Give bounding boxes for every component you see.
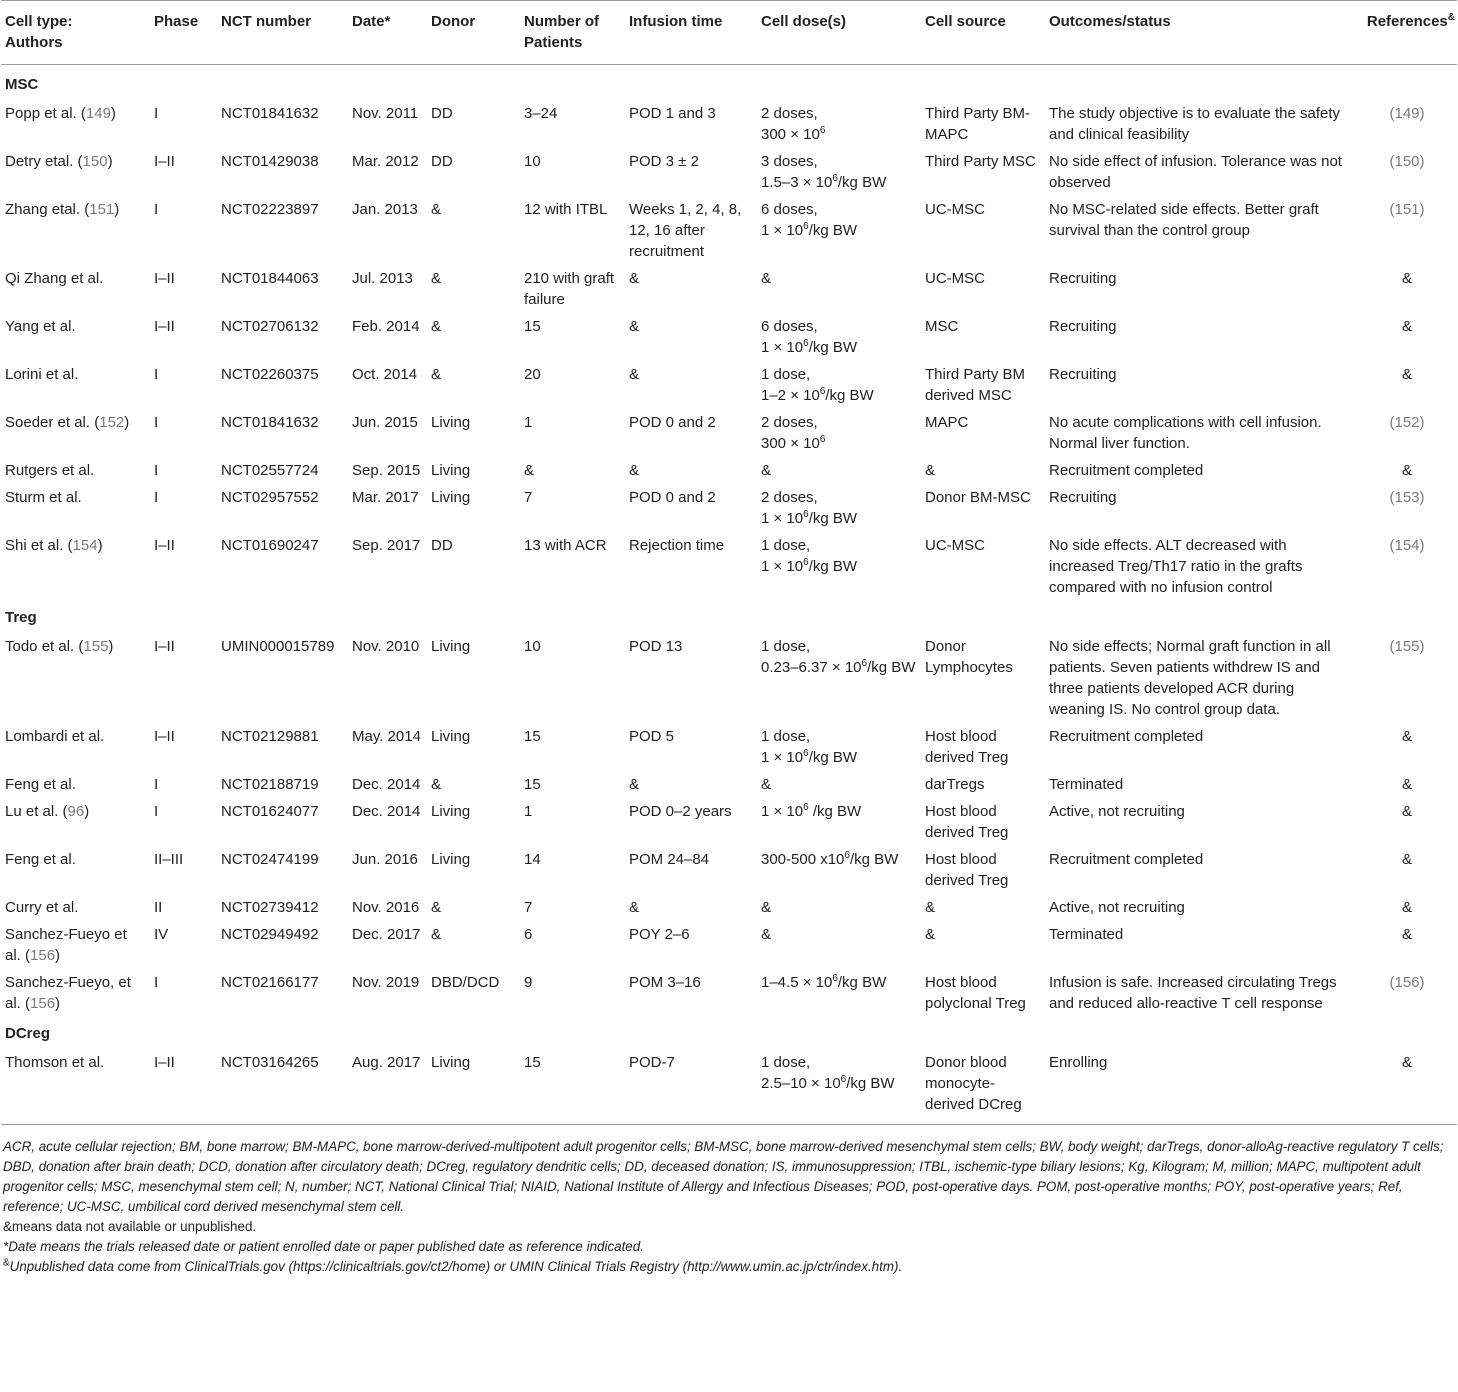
section-label: DCreg: [5, 1025, 51, 1042]
citation-link[interactable]: 155: [83, 638, 109, 655]
cell-patients: 210 with graft failure: [524, 270, 615, 308]
cell-phase: IV: [154, 926, 169, 943]
header-source: Cell source: [925, 13, 1006, 30]
cell-ref: &: [1401, 851, 1412, 868]
cell-author: Popp et al. (149): [5, 105, 116, 122]
cell-donor: Living: [431, 851, 471, 868]
cell-ref: &: [1401, 899, 1412, 916]
table-header-row: [1, 1, 1457, 65]
cell-donor: Living: [431, 489, 471, 506]
cell-date: Oct. 2014: [352, 366, 418, 383]
cell-author: Thomson et al.: [5, 1054, 105, 1071]
citation-link[interactable]: 151: [89, 201, 115, 218]
cell-phase: I–II: [154, 153, 175, 170]
cell-source: Donor blood monocyte-derived DCreg: [925, 1054, 1022, 1113]
cell-donor: Living: [431, 414, 471, 431]
cell-donor: Living: [431, 728, 471, 745]
footnote-abbreviations: ACR, acute cellular rejection; BM, bone marrow; BM-MAPC, bone marrow-derived-multipotent adult progenitor cells; BM-MSC, bone marrow-derived mesenchymal stem cells; BW, body weight; darTregs, donor-alloAg-reactive regulatory T cells; DBD, donation after brain death; DCD, donation after circulatory death; DCreg, regulatory dendritic cells; DD, deceased donation; IS, immunosuppression; ITBL, ischemic-type biliary lesions; Kg, Kilogram; M, million; MAPC, multipotent adult progenitor cells; MSC, mesenchymal stem cell; N, number; NCT, National Clinical Trial; NIAID, National Institute of Allergy and Infectious Diseases; POD, post-operative days. POM, post-operative months; POY, post-operative years; Ref, reference; UC-MSC, umbilical cord derived mesenchymal stem cell.: [3, 1139, 1444, 1214]
cell-author: Sturm et al.: [5, 489, 82, 506]
cell-source: UC-MSC: [925, 537, 985, 554]
cell-source: &: [925, 899, 936, 916]
cell-dose: 1 dose, $1 \times 10^6/kg$ BW: [761, 537, 858, 575]
cell-donor: &: [431, 270, 442, 287]
cell-patients: 15: [524, 776, 541, 793]
section-row-treg: [1, 598, 1457, 630]
cell-phase: I: [154, 201, 159, 218]
table-row: [1, 918, 1457, 966]
cell-outcome: Active, not recruiting: [1049, 899, 1185, 916]
citation-link[interactable]: 150: [82, 153, 108, 170]
cell-dose: 2 doses, $1 \times 10^6/kg$ BW: [761, 489, 858, 527]
cell-dose: 6 doses, $1 \times 10^6/kg$ BW: [761, 318, 858, 356]
cell-source: darTregs: [925, 776, 985, 793]
footnote-ampersand: &means data not available or unpublished.: [3, 1219, 257, 1234]
cell-author: Yang et al.: [5, 318, 76, 335]
cell-outcome: No side effects; Normal graft function in all patients. Seven patients withdrew IS and three patients developed ACR during weaning IS. No control group data.: [1049, 638, 1331, 718]
cell-ref: (156): [1389, 974, 1425, 991]
cell-phase: I: [154, 803, 159, 820]
cell-infusion: POD 3 ± 2: [629, 153, 699, 170]
cell-date: Sep. 2015: [352, 462, 421, 479]
cell-phase: I: [154, 489, 159, 506]
cell-infusion: Rejection time: [629, 537, 725, 554]
cell-author: Curry et al.: [5, 899, 79, 916]
table-row: [1, 406, 1457, 454]
cell-patients: 15: [524, 1054, 541, 1071]
cell-outcome: Recruiting: [1049, 489, 1117, 506]
cell-source: Donor Lymphocytes: [925, 638, 1013, 676]
cell-dose: 1 dose, $1 \times 10^6/kg$ BW: [761, 728, 858, 766]
cell-nct: NCT02129881: [221, 728, 319, 745]
table-row: [1, 481, 1457, 529]
cell-ref: &: [1401, 318, 1412, 335]
header-outcomes: Outcomes/status: [1049, 13, 1171, 30]
cell-date: Nov. 2019: [352, 974, 420, 991]
cell-author: Detry etal. (150): [5, 153, 113, 170]
table-row: [1, 97, 1457, 145]
cell-nct: NCT01690247: [221, 537, 319, 554]
cell-outcome: Terminated: [1049, 926, 1124, 943]
cell-outcome: Recruitment completed: [1049, 728, 1204, 745]
cell-author: Sanchez-Fueyo et al. (156): [5, 926, 127, 964]
header-patients: Number of Patients: [524, 13, 599, 51]
cell-ref: (153): [1389, 489, 1425, 506]
table-row: [1, 768, 1457, 795]
cell-nct: NCT02166177: [221, 974, 319, 991]
cell-donor: &: [431, 201, 442, 218]
cell-outcome: No MSC-related side effects. Better graft survival than the control group: [1049, 201, 1319, 239]
cell-infusion: POD 1 and 3: [629, 105, 716, 122]
cell-date: Sep. 2017: [352, 537, 421, 554]
cell-infusion: POM 24–84: [629, 851, 710, 868]
cell-outcome: No side effects. ALT decreased with increased Treg/Th17 ratio in the grafts compared with no infusion control: [1049, 537, 1303, 596]
clinical-trials-table: [1, 0, 1457, 1125]
cell-source: Third Party MSC: [925, 153, 1036, 170]
section-row-msc: [1, 65, 1457, 98]
cell-date: Jun. 2015: [352, 414, 418, 431]
cell-source: MAPC: [925, 414, 969, 431]
cell-infusion: POD 0 and 2: [629, 489, 716, 506]
cell-patients: 10: [524, 638, 541, 655]
cell-date: Mar. 2017: [352, 489, 419, 506]
cell-author: Rutgers et al.: [5, 462, 95, 479]
cell-dose: 1 dose, $2.5-10 \times 10^6/kg$ BW: [761, 1054, 895, 1092]
cell-nct: NCT02223897: [221, 201, 319, 218]
table-row: [1, 720, 1457, 768]
cell-donor: DD: [431, 537, 453, 554]
cell-phase: I–II: [154, 270, 175, 287]
cell-source: UC-MSC: [925, 270, 985, 287]
cell-nct: NCT02557724: [221, 462, 319, 479]
cell-donor: DD: [431, 105, 453, 122]
cell-nct: NCT02949492: [221, 926, 319, 943]
cell-source: Host blood polyclonal Treg: [925, 974, 1026, 1012]
cell-phase: I: [154, 366, 159, 383]
cell-infusion: POD-7: [629, 1054, 675, 1071]
cell-patients: 1: [524, 414, 533, 431]
cell-infusion: POY 2–6: [629, 926, 690, 943]
cell-source: Third Party BM derived MSC: [925, 366, 1026, 404]
cell-phase: I–II: [154, 638, 175, 655]
cell-donor: &: [431, 899, 442, 916]
cell-phase: I–II: [154, 728, 175, 745]
cell-ref: &: [1401, 926, 1412, 943]
cell-author: Shi et al. (154): [5, 537, 103, 554]
cell-author: Feng et al.: [5, 851, 76, 868]
cell-date: Dec. 2014: [352, 776, 421, 793]
table-row: [1, 262, 1457, 310]
cell-nct: NCT02260375: [221, 366, 319, 383]
table-row: [1, 966, 1457, 1014]
cell-author: Lu et al. (96): [5, 803, 90, 820]
cell-donor: Living: [431, 638, 471, 655]
cell-source: Host blood derived Treg: [925, 851, 1009, 889]
cell-dose: 300-500 $x10^6/kg$ BW: [761, 850, 899, 868]
cell-source: MSC: [925, 318, 959, 335]
cell-outcome: Recruiting: [1049, 318, 1117, 335]
cell-nct: NCT02739412: [221, 899, 319, 916]
cell-donor: DD: [431, 153, 453, 170]
table-row: [1, 193, 1457, 262]
cell-phase: I: [154, 414, 159, 431]
cell-date: Jan. 2013: [352, 201, 418, 218]
cell-patients: 7: [524, 489, 533, 506]
cell-patients: 1: [524, 803, 533, 820]
cell-nct: NCT01844063: [221, 270, 319, 287]
table-row: [1, 630, 1457, 720]
cell-infusion: POD 5: [629, 728, 675, 745]
cell-source: Host blood derived Treg: [925, 803, 1009, 841]
cell-phase: II: [154, 899, 163, 916]
section-label: Treg: [5, 609, 37, 626]
cell-source: Host blood derived Treg: [925, 728, 1009, 766]
cell-infusion: &: [629, 318, 640, 335]
cell-outcome: No acute complications with cell infusion. Normal liver function.: [1049, 414, 1322, 452]
cell-patients: 9: [524, 974, 533, 991]
cell-outcome: Recruiting: [1049, 366, 1117, 383]
header-date: Date*: [352, 13, 391, 30]
cell-phase: I–II: [154, 537, 175, 554]
cell-infusion: &: [629, 776, 640, 793]
cell-nct: NCT02957552: [221, 489, 319, 506]
cell-date: Aug. 2017: [352, 1054, 421, 1071]
cell-nct: NCT02474199: [221, 851, 319, 868]
cell-phase: I–II: [154, 318, 175, 335]
cell-donor: Living: [431, 1054, 471, 1071]
cell-patients: 12 with ITBL: [524, 201, 608, 218]
cell-nct: NCT02706132: [221, 318, 319, 335]
cell-phase: I: [154, 462, 159, 479]
cell-patients: &: [524, 462, 535, 479]
cell-outcome: Recruitment completed: [1049, 851, 1204, 868]
table-row: [1, 145, 1457, 193]
cell-dose: 1 dose, $0.23-6.37 \times 10^6/kg$ BW: [761, 638, 916, 676]
cell-ref: &: [1401, 366, 1412, 383]
cell-phase: I: [154, 776, 159, 793]
cell-ref: &: [1401, 803, 1412, 820]
cell-dose: &: [761, 270, 772, 287]
cell-date: May. 2014: [352, 728, 421, 745]
cell-dose: &: [761, 462, 772, 479]
cell-source: &: [925, 926, 936, 943]
citation-link[interactable]: 96: [67, 803, 85, 820]
citation-link[interactable]: 149: [85, 105, 111, 122]
header-phase: Phase: [154, 13, 199, 30]
cell-outcome: Active, not recruiting: [1049, 803, 1185, 820]
cell-patients: 7: [524, 899, 533, 916]
cell-ref: (151): [1389, 201, 1425, 218]
cell-infusion: &: [629, 462, 640, 479]
cell-ref: (149): [1389, 105, 1425, 122]
cell-date: Jun. 2016: [352, 851, 418, 868]
cell-dose: $1 \times 10^6$ /kg BW: [761, 802, 862, 820]
cell-dose: 2 doses, $300 \times 10^6$: [761, 414, 826, 452]
cell-ref: &: [1401, 776, 1412, 793]
cell-outcome: Terminated: [1049, 776, 1124, 793]
cell-ref: (150): [1389, 153, 1425, 170]
header-dose: Cell dose(s): [761, 13, 847, 30]
cell-ref: (155): [1389, 638, 1425, 655]
cell-date: Dec. 2017: [352, 926, 421, 943]
cell-phase: I: [154, 974, 159, 991]
cell-dose: 3 doses, $1.5-3 \times 10^6/kg$ BW: [761, 153, 887, 191]
cell-date: Nov. 2011: [352, 105, 419, 122]
cell-nct: NCT02188719: [221, 776, 319, 793]
cell-phase: I–II: [154, 1054, 175, 1071]
cell-infusion: &: [629, 899, 640, 916]
cell-outcome: Recruitment completed: [1049, 462, 1204, 479]
cell-donor: &: [431, 926, 442, 943]
cell-infusion: POD 13: [629, 638, 683, 655]
cell-date: Nov. 2016: [352, 899, 420, 916]
cell-infusion: POD 0 and 2: [629, 414, 716, 431]
cell-date: Dec. 2014: [352, 803, 421, 820]
citation-link[interactable]: 156: [30, 947, 56, 964]
cell-dose: $1-4.5 \times 10^6/kg$ BW: [761, 973, 887, 991]
table-row: [1, 843, 1457, 891]
cell-outcome: No side effect of infusion. Tolerance was not observed: [1049, 153, 1342, 191]
cell-ref: &: [1401, 270, 1412, 287]
table-footnotes: [0, 1125, 1458, 1277]
cell-infusion: POD 0–2 years: [629, 803, 732, 820]
table-row: [1, 454, 1457, 481]
cell-ref: (154): [1389, 537, 1425, 554]
cell-author: Feng et al.: [5, 776, 76, 793]
cell-donor: DBD/DCD: [431, 974, 500, 991]
cell-patients: 13 with ACR: [524, 537, 607, 554]
cell-outcome: Infusion is safe. Increased circulating Tregs and reduced allo-reactive T cell response: [1049, 974, 1337, 1012]
cell-patients: 15: [524, 318, 541, 335]
cell-author: Zhang etal. (151): [5, 201, 120, 218]
header-nct: NCT number: [221, 13, 311, 30]
cell-infusion: &: [629, 366, 640, 383]
cell-dose: &: [761, 776, 772, 793]
cell-dose: &: [761, 899, 772, 916]
cell-dose: &: [761, 926, 772, 943]
cell-nct: UMIN000015789: [221, 638, 335, 655]
cell-source: UC-MSC: [925, 201, 985, 218]
table-row: [1, 529, 1457, 598]
cell-ref: &: [1401, 1054, 1412, 1071]
table-row: [1, 795, 1457, 843]
table-row: [1, 358, 1457, 406]
cell-author: Lombardi et al.: [5, 728, 105, 745]
cell-phase: I: [154, 105, 159, 122]
footnote-date: *Date means the trials released date or patient enrolled date or paper published date as reference indicated.: [3, 1239, 644, 1254]
cell-ref: &: [1401, 728, 1412, 745]
cell-source: &: [925, 462, 936, 479]
cell-dose: 2 doses, $300 \times 10^6$: [761, 105, 826, 143]
cell-ref: (152): [1389, 414, 1425, 431]
cell-phase: II–III: [154, 851, 184, 868]
cell-donor: &: [431, 318, 442, 335]
header-infusion: Infusion time: [629, 13, 723, 30]
citation-link[interactable]: 154: [72, 537, 98, 554]
cell-date: Nov. 2010: [352, 638, 420, 655]
cell-donor: Living: [431, 803, 471, 820]
cell-infusion: &: [629, 270, 640, 287]
header-references: References&: [1366, 12, 1455, 30]
cell-infusion: POM 3–16: [629, 974, 701, 991]
cell-dose: 1 dose, $1-2 \times 10^6/kg$ BW: [761, 366, 874, 404]
table-row: [1, 891, 1457, 918]
cell-donor: Living: [431, 462, 471, 479]
table-row: [1, 310, 1457, 358]
header-donor: Donor: [431, 13, 476, 30]
cell-date: Mar. 2012: [352, 153, 419, 170]
cell-nct: NCT01429038: [221, 153, 319, 170]
cell-ref: &: [1401, 462, 1412, 479]
cell-nct: NCT03164265: [221, 1054, 319, 1071]
cell-nct: NCT01624077: [221, 803, 319, 820]
cell-donor: &: [431, 776, 442, 793]
cell-source: Donor BM-MSC: [925, 489, 1031, 506]
cell-patients: 20: [524, 366, 541, 383]
section-label: MSC: [5, 76, 39, 93]
citation-link[interactable]: 152: [99, 414, 125, 431]
cell-patients: 6: [524, 926, 533, 943]
cell-author: Todo et al. (155): [5, 638, 114, 655]
cell-source: Third Party BM-MAPC: [925, 105, 1031, 143]
cell-author: Soeder et al. (152): [5, 414, 130, 431]
cell-infusion: Weeks 1, 2, 4, 8, 12, 16 after recruitment: [629, 201, 742, 260]
cell-donor: &: [431, 366, 442, 383]
cell-author: Qi Zhang et al.: [5, 270, 104, 287]
cell-nct: NCT01841632: [221, 105, 319, 122]
cell-patients: 10: [524, 153, 541, 170]
cell-outcome: Enrolling: [1049, 1054, 1108, 1071]
cell-outcome: The study objective is to evaluate the safety and clinical feasibility: [1049, 105, 1340, 143]
cell-nct: NCT01841632: [221, 414, 319, 431]
citation-link[interactable]: 156: [30, 995, 56, 1012]
cell-patients: 3–24: [524, 105, 558, 122]
footnote-unpublished: &Unpublished data come from ClinicalTrials.gov (https://clinicaltrials.gov/ct2/home) or UMIN Clinical Trials Registry (http://www.umin.ac.jp/ctr/index.htm).: [3, 1257, 903, 1274]
cell-outcome: Recruiting: [1049, 270, 1117, 287]
cell-date: Jul. 2013: [352, 270, 413, 287]
cell-dose: 6 doses, $1 \times 10^6/kg$ BW: [761, 201, 858, 239]
cell-author: Sanchez-Fueyo, et al. (156): [5, 974, 131, 1012]
table-row: [1, 1046, 1457, 1125]
section-row-dcreg: [1, 1014, 1457, 1046]
cell-patients: 14: [524, 851, 541, 868]
cell-date: Feb. 2014: [352, 318, 420, 335]
cell-author: Lorini et al.: [5, 366, 79, 383]
table-body: [1, 65, 1457, 1125]
header-celltype-authors: Cell type: Authors: [5, 13, 73, 51]
cell-patients: 15: [524, 728, 541, 745]
